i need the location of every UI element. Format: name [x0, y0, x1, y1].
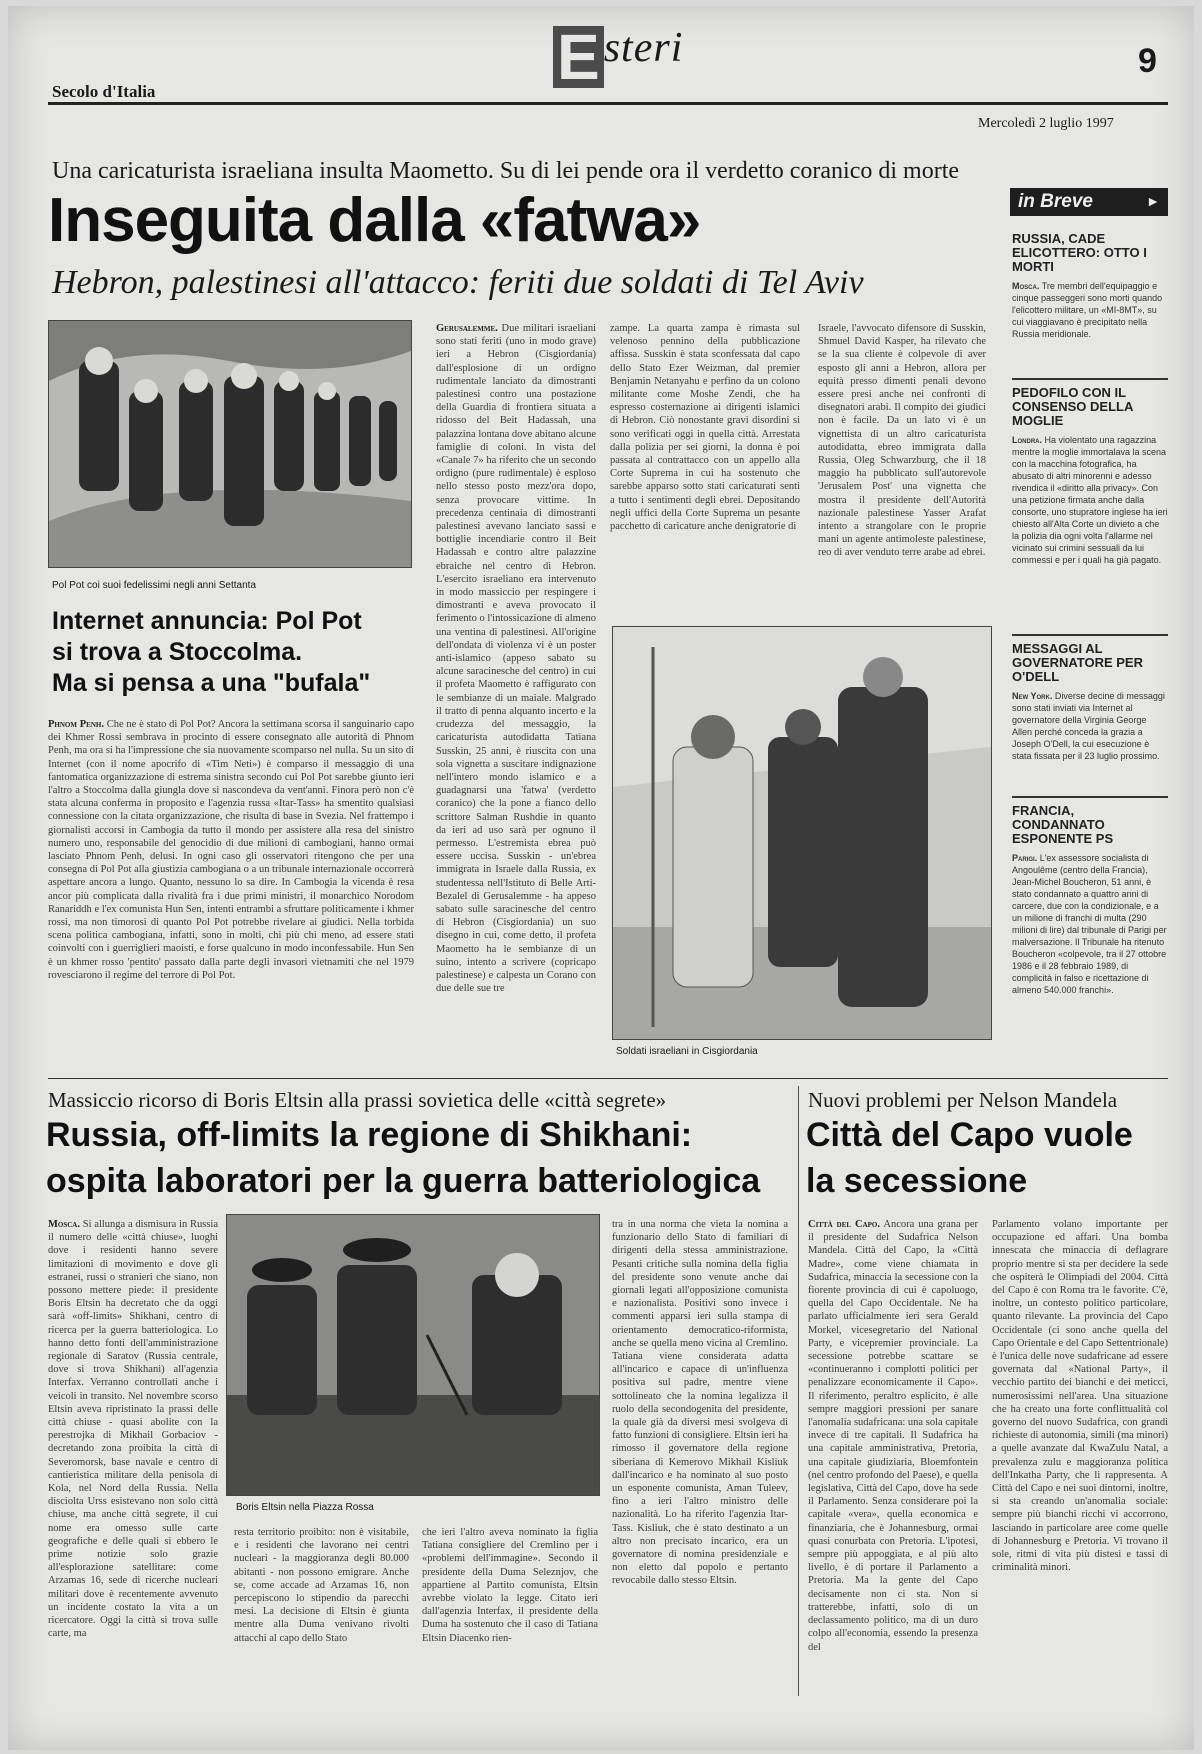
- sidebar-divider: [1012, 634, 1168, 636]
- issue-date: Mercoledì 2 luglio 1997: [978, 116, 1114, 131]
- sidebar-item-title: FRANCIA, CONDANNATO ESPONENTE PS: [1012, 803, 1114, 846]
- mandela-headline: [806, 1112, 1176, 1204]
- newspaper-page: [8, 6, 1194, 1750]
- eltsin-photo: [226, 1214, 600, 1496]
- pol-pot-headline-line1: Internet annuncia: Pol Pot: [52, 607, 362, 635]
- top-story-kicker: Una caricaturista israeliana insulta Maometto. Su di lei pende ora il verdetto coranico di morte: [52, 158, 960, 184]
- sidebar-item-2: [1012, 386, 1168, 566]
- sidebar-item-body: L'ex assessore socialista di Angoulême (centro della Francia), Jean-Michel Boucheron, 51 anni, è stato condannato a quattro anni di carcere, due con la condizionale, e a un milione di franchi di multa (290 milioni di lire) dal tribunale di Parigi per malversazione. Il Tribunale ha ritenuto Boucheron «colpevole, tra il 27 ottobre 1986 e il 28 febbraio 1989, di complicità in falso e ricettazione di almeno 540.000 franchi».: [1012, 853, 1167, 995]
- top-story-col1-text: Due militari israeliani sono stati feriti (uno in modo grave) ieri a Hebron (Cisgiordania) dall'esplosione di un ordigno rudimentale lanciato da dimostranti palestinesi contro una postazione della Guardia di frontiera situata a ridosso del Beit Hadassah, una palazzina lontana dove abitano alcune famiglie di coloni. In vista del «Canale 7» ha riferito che un secondo ordigno (pure rudimentale) è esploso nello stesso posto mezz'ora dopo, senza provocare vittime. In precedenza centinaia di dimostranti palestinesi avevano lanciato sassi e bottiglie incendiarie contro il Beit Hadassah e contro altre palazzine ebraiche nel centro di Hebron. L'esercito israeliano era intervenuto in modo massiccio per respingere i dimostranti e aveva provocato il ferimento o l'intossicazione di almeno una ventina di palestinesi. All'origine dell'ondata di violenza vi è un poster anti-islamico (appeso sabato su alcune saracinesche del centro) in cui il profeta Maometto è raffigurato con le sembianze di un maiale.: [436, 323, 596, 704]
- sidebar-item-body: Diverse decine di messaggi sono stati inviati via Internet al governatore della Virginia George Allen perché conceda la grazia a Joseph O'Dell, la cui esecuzione è stata fissata per il 23 luglio prossimo.: [1012, 691, 1165, 761]
- sidebar-item-lead: New York.: [1012, 691, 1053, 701]
- pol-pot-article: [48, 718, 414, 1066]
- in-breve-title: in Breve: [1018, 191, 1093, 212]
- pol-pot-dateline: Phnom Penh.: [48, 719, 104, 730]
- section-name: steri: [603, 25, 684, 71]
- top-story-dateline: Gerusalemme.: [436, 323, 498, 334]
- russia-headline-line2: ospita laboratori per la guerra batteriologica: [46, 1162, 761, 1200]
- sidebar-item-text: [1012, 690, 1168, 762]
- sidebar-item-text: [1012, 280, 1168, 340]
- mandela-dateline: Città del Capo.: [808, 1219, 880, 1230]
- sidebar-item-body: Tre membri dell'equipaggio e cinque passeggeri sono morti quando l'elicottero militare, un «MI-8MT», su cui viaggiavano è precipitato nella Russia meridionale.: [1012, 281, 1163, 339]
- pol-pot-headline-line3: Ma si pensa a una "bufala": [52, 669, 371, 697]
- mandela-col1-text: Ancora una grana per il presidente del Sudafrica Nelson Mandela. Città del Capo, la «Città Madre», come viene chiamata in Sudafrica, minaccia la secessione con la fiorente provincia di cui è capoluogo, quella del Capo Occidentale. Ne ha parlato ufficialmente ieri sera Gerald Morkel, vicesegretario del National Party, e vicepremier provinciale. La secessione potrebbe scattare se «continueranno i complotti politici per penalizzare economicamente il Capo». Il riferimento, peraltro esplicito, è alle sempre maggiori pressioni per sanare l'anomalia sudafricana: una sola capitale invece di tre capitali. Il Sudafrica ha una capitale amministrativa, Pretoria, una capitale giudiziaria, Bloemfontein (nel centro profondo del Paese), e quella legislativa, Città del Capo, dove ha sede il Parlamento. Senza considerare poi la capitale «vera», quella economica e finanziaria, che è Johannesburg, ormai quasi conurbata con Pretoria. L'ipotesi, sempre più appoggiata, e al più alto livello, è di portare il Parlamento a Pretoria. Ma la gente del Capo decisamente non ci sta. Non si tratterebbe, infatti, solo di un declassamento politico, ma di un duro colpo all'economia, essendo la presenza del: [808, 1219, 978, 1653]
- eltsin-photo-drawing: [227, 1215, 599, 1495]
- mandela-kicker: Nuovi problemi per Nelson Mandela: [808, 1088, 1118, 1112]
- sidebar-divider: [1012, 796, 1168, 798]
- top-story-col2: zampe. La quarta zampa è rimasta sul velenoso pennino della pubblicazione affissa. Susskin è stata sconfessata dal capo dello Stato Ezer Weizman, dal premier Benjamin Netanyahu e perfino da un colono militante come Moshe Zendi, che ha espresso costernazione ai dirigenti islamici di Hebron. Ciò nonostante gravi disordini si sono verificati oggi in quella città. Arrestata dalla polizia per sei giorni, la donna è poi passata al contrattacco con un appello alla Corte Suprema in cui ha sostenuto che sarebbe apparso sotto stati caricaturati senti a tutto i sentimenti degli ebrei. Depositando negli uffici della Corte Suprema un pesante pacchetto di caricature anche denigratorie di: [610, 323, 800, 533]
- top-story-col3: Israele, l'avvocato difensore di Susskin, Shmuel David Kasper, ha rilevato che se la sua cliente è colpevole di aver esposto gli anni a Hebron, allora per equità presso dimenti penali devono essere presi anche nei confronti di disegnatori arabi. Il compito dei giudici non è facile. Da un lato vi è un vignettista di un altro caricaturista autodidatta, ebreo immigrata dalla Russia, Oleg Schwarzburg, che il 18 maggio ha pubblicato sull'autorevole 'Jerusalem Post' una vignetta che mostra il presidente dell'Autorità nazionale palestinese Yasser Arafat intento a strangolare con le proprie mani un agente antimoleste palestinese, reo di aver venduto terre arabe ad ebrei.: [818, 323, 986, 559]
- pol-pot-article-text: Che ne è stato di Pol Pot? Ancora la settimana scorsa il sanguinario capo dei Khmer Rossi sembrava in procinto di essere consegnato alle autorità di Phnom Penh, ma ora si ha l'impressione che sia nuovamente scomparso nel nulla. Su un sito di Internet (con il nome apocrifo di «Tim Neti») è comparso il messaggio di una fantomatica organizzazione di estrema sinistra secondo cui Pol Pot sarebbe giunto ieri l'altro a Stoccolma dalla giungla dove si nascondeva da vent'anni. Finora però non c'è stata alcuna conferma in proposito e l'agenzia russa «Itar-Tass» ha smentito qualsiasi connessione con la citata organizzazione, che risulta di base in Svezia. Nel frattempo i giornalisti accorsi in Cambogia da tutto il mondo per assistere alla resa del sinistro numero uno, responsabile del genocidio di due milioni di cambogiani, hanno ormai lasciato Phnom Penh, delusi. In ogni caso gli osservatori ritengono che per una consegna di Pol Pot alla giustizia cambogiana o a un tribunale internazionale occorrerà aspettare ancora a lungo. Quanto, nessuno lo sa dire. In Cambogia la vicenda è resa ancor più complicata dalla rivalità fra i due primi ministri, il monarchico Norodom Ranariddh e l'ex comunista Hun Sen, intenti entrambi a sfruttare politicamente i khmer rossi, ma non timorosi di quanto Pol Pot potrebbe rivelare ai giudici. Nella torbida scena politica cambogiana, infatti, sono in molti, chi più chi meno, ad essere stati coinvolti con i guerriglieri maoisti, e forse qualcuno in modo inconfessabile. Hun Sen è un khmer rosso 'pentito' passato dalla parte degli invasori vietnamiti che nel 1979 rovesciarono il regime del terrore di Pol Pot.: [48, 719, 414, 981]
- soldiers-photo: [612, 626, 992, 1040]
- mandela-col1: [808, 1218, 978, 1692]
- russia-col4: tra in una norma che vieta la nomina a funzionario dello Stato di familiari di dirigenti della stessa amministrazione. Pesanti critiche sulla nomina della figlia del presidente sono venute anche dai giornali legati all'opposizione comunista e nazionalista. Positivi sono invece i commenti apparsi ieri sulla stampa di orientamento democratico-riformista, anche se quella meno vicina al Cremlino. Tatiana viene considerata adatta all'incarico e capace di un'influenza positiva sul padre, mentre viene sottolineato che la nomina legalizza il ruolo della secondogenita del presidente, la quale già da diversi mesi svolgeva di fatto funzioni di consigliere. Eltsin ieri ha rimosso il governatore della regione siberiana di Kemerovo Mikhail Kisliuk dall'incarico e ha nominato al suo posto un esponente comunista, Aman Tuleev, fino a ieri l'altro ministro delle nazionalità. Lo ha riferito l'agenzia Itar-Tass. Kisliuk, che è stato destinato a un altro non precisato incarico, era un governatore di nomina presidenziale e non eletto dal popolo e pertanto revocabile dallo stesso Eltsin.: [612, 1219, 788, 1587]
- russia-headline: [46, 1112, 796, 1204]
- top-story-headline: Inseguita dalla «fatwa»: [48, 186, 701, 255]
- column-divider: [798, 1086, 799, 1696]
- sidebar-item-body: Ha violentato una ragazzina mentre la moglie immortalava la scena con la macchina fotografica, ha abusato di altri minorenni e adesso rivendica il «diritto alla privacy». Con una petizione firmata anche dalla consorte, uno stupratore inglese ha ieri chiesto all'Alta Corte un divieto a che la polizia dia ogni volta l'allarme nel vicinato sui crimini sessuali da lui commessi e per i quali ha già pagato.: [1012, 435, 1168, 565]
- pol-pot-photo: [48, 320, 412, 568]
- top-story-col1b-text: Malgrado il tratto di penna alquanto incerto e la crudezza del messaggio, la caricaturista autodidatta Tatiana Susskin, 25 anni, è riuscita con una sola vignetta a suscitare indignazione nell'intero mondo islamico e a guadagnarsi una 'fatwa' (verdetto coranico) che la pone a fianco dello scrittore Salman Rushdie in quanto da ieri ad uso sarà per ognuno il permesso. L'estremista ebrea può essere uccisa. Susskin - un'ebrea immigrata in Israele dalla Russia, ex studentessa nell'Istituto di Belle Arti-Bezalel di Gerusalemme - ha appeso sabato sulle saracinesche del centro di Hebron (Cisgiordania) un suo disegno in cui, come detto, il profeta Maometto ha le sembianze di un suino, intento a scrivere (copricapo palestinese) e calpesta un Corano con due delle sue tre: [436, 692, 596, 995]
- pol-pot-photo-drawing: [49, 321, 411, 567]
- section-header: [553, 21, 733, 94]
- soldiers-photo-caption: Soldati israeliani in Cisgiordania: [616, 1046, 758, 1057]
- pol-pot-headline-line2: si trova a Stoccolma.: [52, 638, 303, 666]
- mandela-col2: Parlamento volano importante per occupazione ed affari. Una bomba innescata che minaccia di deflagrare proprio mentre si sta per decidere la sede che ospiterà le Olimpiadi del 2004. Città del Capo è con Roma tra le favorite. C'è, inoltre, un contesto politico particolare, quanto rilevante. La provincia del Capo Occidentale (ci sono anche quella del Capo Orientale e del Capo Settentrionale) è l'unica delle nove sudafricane ad essere governata dal «National Party», il vecchio partito dei bianchi e dei meticci, numerosissimi nell'area. Una situazione che ha creato una forte conflittualità col governo del nuovo Sudafrica, con grandi richieste di autonomia, simili (ma minori) a quelle avanzate dal KwaZulu Natal, a prevalenza zulu e maggioranza politica dell'Inkatha Party, che li rappresenta. A Città del Capo e nei suoi dintorni, inoltre, si sta creando un'anomalia sociale: sempre più bianchi ricchi vi accorrono, lasciando in particolare aree come quelle di Johannesburg e Pretoria. Vi trovano il sole, ritmi di vita più distesi e tassi di criminalità minori.: [992, 1219, 1168, 1574]
- pol-pot-headline: [52, 606, 412, 699]
- sidebar-item-text: [1012, 852, 1168, 996]
- sidebar-item-lead: Londra.: [1012, 435, 1042, 445]
- page-number: 9: [1138, 42, 1157, 80]
- soldiers-photo-drawing: [613, 627, 991, 1039]
- mandela-headline-line2: la secessione: [806, 1162, 1028, 1200]
- masthead-rule: [48, 102, 1168, 105]
- russia-col2: resta territorio proibito: non è visitabile, e i residenti che lavorano nei centri nucleari - la maggioranza degli 80.000 abitanti - non possono emigrare. Anche se, come accade ad Arzamas 16, non percepiscono lo stipendio da parecchi mesi. La decisione di Eltsin è giunta mentre alla Duma venivano rivolti attacchi al capo dello Stato: [234, 1527, 409, 1644]
- russia-col1: [48, 1218, 218, 1688]
- pol-pot-photo-caption: Pol Pot coi suoi fedelissimi negli anni Settanta: [52, 580, 257, 591]
- russia-dateline: Mosca.: [48, 1219, 80, 1230]
- sidebar-item-1: [1012, 232, 1168, 340]
- eltsin-photo-caption: Boris Eltsin nella Piazza Rossa: [236, 1502, 374, 1513]
- sidebar-divider: [1012, 378, 1168, 380]
- sidebar-item-lead: Parigi.: [1012, 853, 1038, 863]
- russia-col1-text: Si allunga a dismisura in Russia il numero delle «città chiuse», luoghi dove i residenti hanno severe limitazioni di movimento e dove gli estranei, russi o stranieri che siano, non possono mettere piede: il presidente Boris Eltsin ha decretato che da oggi sarà «off-limits» Shikhani, centro di ricerca per la guerra batteriologica. Lo hanno detto fonti dell'amministrazione regionale di Saratov (Russia centrale, dove si trova Shikhani) all'agenzia Interfax. Verranno controllati anche i veicoli in transito. Nel novembre scorso Eltsin aveva ripristinato la prassi delle città chiuse - quasi abolite con la perestrojka di Mikhail Gorbaciov - decretando zona proibita la città di Severomorsk, base navale e centro di cantieristica militare della penisola di Kola, nel Nord della Russia. Nella disciolta Urss esistevano non solo città chiuse, ma anche città segrete, il cui nome era omesso sulle carte geografiche e delle quali si ebbero le prime notizie solo grazie all'esplorazione satellitare: come Arzamas 16, sede di ricerche nucleari militari dove è recentemente avvenuto un incidente costato la vita a un ricercatore. Oggi la città si trova sulle carte, ma: [48, 1219, 218, 1640]
- top-story-col1: [436, 322, 596, 1066]
- sidebar-item-4: [1012, 804, 1168, 996]
- paper-name: Secolo d'Italia: [52, 82, 156, 101]
- russia-col3: che ieri l'altro aveva nominato la figlia Tatiana consigliere del Cremlino per i «problemi dell'immagine». Secondo il presidente della Duma Seleznjov, che appartiene al Partito comunista, Eltsin avrebbe violato la legge. Citato ieri dall'agenzia Interfax, il presidente della Duma ha sostenuto che il caso di Tatiana Eltsin Diacenko rien-: [422, 1527, 598, 1644]
- sidebar-item-lead: Mosca.: [1012, 281, 1040, 291]
- top-story-subhead: Hebron, palestinesi all'attacco: feriti due soldati di Tel Aviv: [52, 264, 864, 301]
- sidebar-item-text: [1012, 434, 1168, 566]
- sidebar-item-title: RUSSIA, CADE ELICOTTERO: OTTO I MORTI: [1012, 231, 1147, 274]
- in-breve-arrow-icon: ►: [1146, 193, 1160, 209]
- section-initial: E: [553, 26, 604, 88]
- sidebar-item-3: [1012, 642, 1168, 762]
- sidebar-item-title: MESSAGGI AL GOVERNATORE PER O'DELL: [1012, 641, 1143, 684]
- in-breve-bar: [1010, 188, 1168, 216]
- russia-kicker: Massiccio ricorso di Boris Eltsin alla prassi sovietica delle «città segrete»: [48, 1088, 667, 1112]
- russia-headline-line1: Russia, off-limits la regione di Shikhani:: [46, 1116, 693, 1154]
- sidebar-item-title: PEDOFILO CON IL CONSENSO DELLA MOGLIE: [1012, 385, 1133, 428]
- page-divider: [48, 1078, 1168, 1079]
- mandela-headline-line1: Città del Capo vuole: [806, 1116, 1133, 1154]
